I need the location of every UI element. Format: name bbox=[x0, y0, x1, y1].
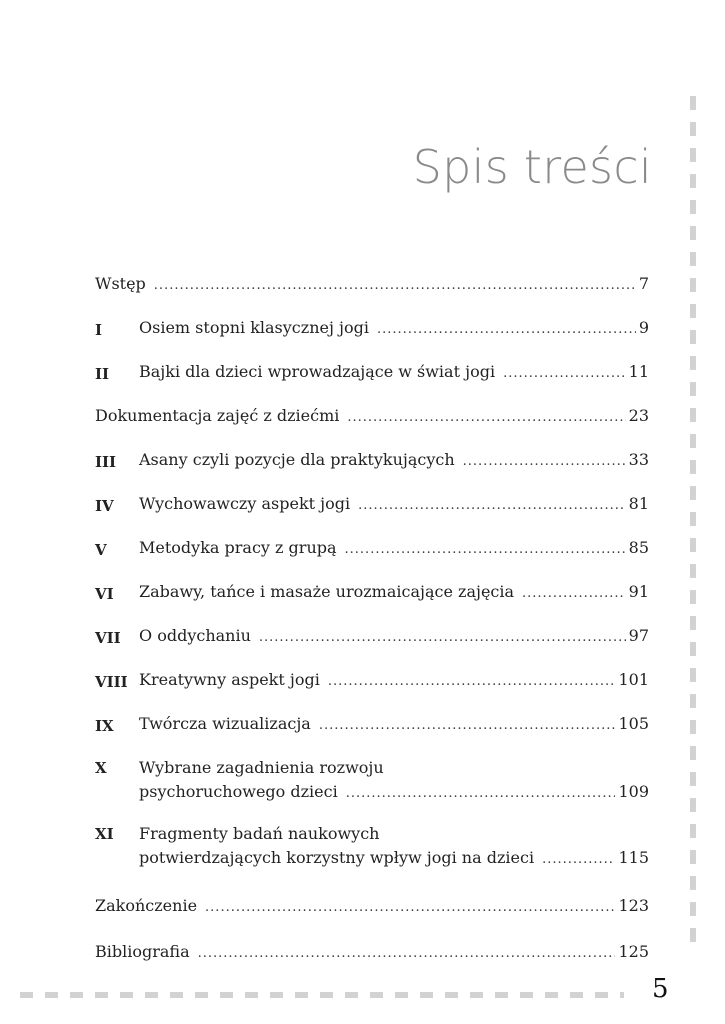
dot-leader bbox=[463, 450, 626, 474]
page-number: 5 bbox=[652, 974, 669, 1004]
toc-entry-bibliography[interactable] bbox=[95, 940, 649, 966]
dot-leader bbox=[205, 896, 615, 920]
toc-entry-label-line-1: Fragmenty badań naukowych bbox=[139, 824, 380, 843]
dot-leader bbox=[503, 362, 626, 386]
chapter-number: I bbox=[95, 321, 103, 339]
chapter-number: XI bbox=[95, 825, 114, 843]
dot-leader bbox=[198, 942, 616, 966]
toc-entry-chapter-6[interactable] bbox=[95, 580, 649, 606]
chapter-number: VI bbox=[95, 585, 114, 603]
toc-entry-page: 101 bbox=[618, 670, 649, 689]
toc-entry-documentation[interactable] bbox=[95, 404, 649, 430]
dot-leader bbox=[259, 626, 626, 650]
toc-entry-label-line-2: potwierdzających korzystny wpływ jogi na dzieci bbox=[139, 848, 535, 867]
toc-entry-chapter-1[interactable] bbox=[95, 316, 649, 342]
toc-entry-page: 23 bbox=[628, 406, 649, 425]
chapter-number: VIII bbox=[95, 673, 128, 691]
toc-entry-intro[interactable] bbox=[95, 272, 649, 298]
dot-leader bbox=[319, 714, 616, 738]
toc-entry-chapter-2[interactable] bbox=[95, 360, 649, 386]
dot-leader bbox=[358, 494, 626, 518]
toc-entry-page: 109 bbox=[618, 782, 649, 801]
chapter-number: IV bbox=[95, 497, 114, 515]
dot-leader bbox=[377, 318, 636, 342]
toc-entry-label: Bibliografia bbox=[95, 942, 190, 961]
toc-entry-label: Asany czyli pozycje dla praktykujących bbox=[139, 450, 455, 469]
chapter-number: III bbox=[95, 453, 117, 471]
toc-entry-label: Dokumentacja zajęć z dziećmi bbox=[95, 406, 340, 425]
toc-entry-page: 11 bbox=[628, 362, 649, 381]
toc-entry-chapter-3[interactable] bbox=[95, 448, 649, 474]
toc-entry-page: 33 bbox=[628, 450, 649, 469]
dot-leader bbox=[347, 406, 625, 430]
toc-entry-page: 97 bbox=[628, 626, 649, 645]
toc-entry-page: 115 bbox=[618, 848, 649, 867]
toc-entry-page: 9 bbox=[638, 318, 649, 337]
toc-entry-chapter-10[interactable] bbox=[95, 756, 649, 806]
page-title: Spis treści bbox=[412, 140, 652, 194]
toc-entry-page: 7 bbox=[638, 274, 649, 293]
chapter-number: II bbox=[95, 365, 110, 383]
toc-entry-label: Twórcza wizualizacja bbox=[139, 714, 311, 733]
toc-entry-page: 81 bbox=[628, 494, 649, 513]
right-dashed-border bbox=[690, 96, 696, 952]
toc-entry-label: Wstęp bbox=[95, 274, 146, 293]
toc-entry-chapter-9[interactable] bbox=[95, 712, 649, 738]
dot-leader bbox=[522, 582, 626, 606]
toc-entry-page: 125 bbox=[618, 942, 649, 961]
toc-entry-label: Wychowawczy aspekt jogi bbox=[139, 494, 351, 513]
chapter-number: VII bbox=[95, 629, 121, 647]
toc-entry-page: 85 bbox=[628, 538, 649, 557]
dot-leader bbox=[328, 670, 616, 694]
toc-entry-page: 91 bbox=[628, 582, 649, 601]
toc-entry-label: Zakończenie bbox=[95, 896, 198, 915]
toc-entry-label: Metodyka pracy z grupą bbox=[139, 538, 337, 557]
toc-entry-chapter-11[interactable] bbox=[95, 822, 649, 872]
bottom-dashed-border bbox=[20, 992, 624, 998]
dot-leader bbox=[345, 538, 626, 562]
toc-entry-page: 123 bbox=[618, 896, 649, 915]
toc-entry-label: Bajki dla dzieci wprowadzające w świat jogi bbox=[139, 362, 496, 381]
toc-entry-chapter-4[interactable] bbox=[95, 492, 649, 518]
dot-leader bbox=[346, 782, 616, 806]
toc-entry-ending[interactable] bbox=[95, 894, 649, 920]
toc-entry-chapter-5[interactable] bbox=[95, 536, 649, 562]
toc-entry-label: Zabawy, tańce i masaże urozmaicające zajęcia bbox=[139, 582, 515, 601]
toc-entry-label-line-2: psychoruchowego dzieci bbox=[139, 782, 338, 801]
toc-entry-label-line-1: Wybrane zagadnienia rozwoju bbox=[139, 758, 384, 777]
dot-leader bbox=[542, 848, 615, 872]
dot-leader bbox=[154, 274, 636, 298]
chapter-number: IX bbox=[95, 717, 114, 735]
toc-entry-chapter-7[interactable] bbox=[95, 624, 649, 650]
table-of-contents bbox=[95, 272, 649, 984]
toc-entry-chapter-8[interactable] bbox=[95, 668, 649, 694]
chapter-number: V bbox=[95, 541, 107, 559]
toc-entry-label: Kreatywny aspekt jogi bbox=[139, 670, 320, 689]
toc-entry-label: O oddychaniu bbox=[139, 626, 251, 645]
toc-entry-page: 105 bbox=[618, 714, 649, 733]
toc-entry-label: Osiem stopni klasycznej jogi bbox=[139, 318, 369, 337]
chapter-number: X bbox=[95, 759, 107, 777]
